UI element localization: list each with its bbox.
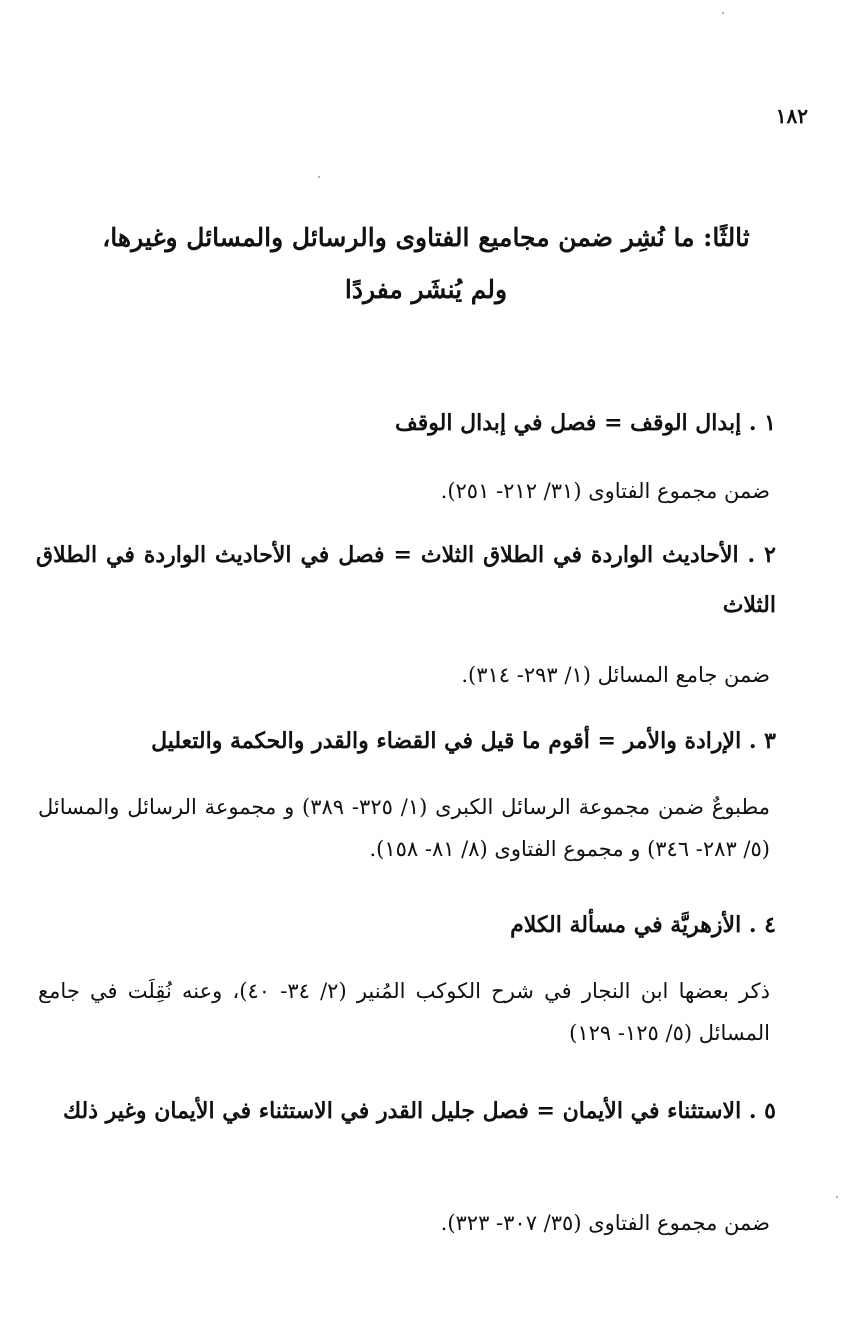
entry-5-source: ضمن مجموع الفتاوى (٣٥/ ٣٠٧- ٣٢٣). — [440, 1211, 770, 1235]
entry-2-source: ضمن جامع المسائل (١/ ٢٩٣- ٣١٤). — [461, 663, 770, 687]
entry-1-title: ١ . إبدال الوقف = فصل في إبدال الوقف — [394, 410, 776, 436]
section-heading-line-2: ولم يُنشَر مفردًا — [344, 275, 508, 304]
scan-speck — [836, 1196, 838, 1198]
entry-5-title: ٥ . الاستثناء في الأيمان = فصل جليل القدر في الاستثناء في الأيمان وغير ذلك — [62, 1098, 776, 1124]
page-number: ١٨٢ — [775, 104, 808, 128]
entry-2-title: ٢ . الأحاديث الواردة في الطلاق الثلاث = فصل في الأحاديث الواردة في الطلاق الثلاث — [36, 542, 776, 618]
section-heading — [76, 212, 776, 316]
entry-1-source: ضمن مجموع الفتاوى (٣١/ ٢١٢- ٢٥١). — [440, 479, 770, 503]
scan-speck — [318, 176, 320, 178]
entry-4-source: ذكر بعضها ابن النجار في شرح الكوكب المُنير (٢/ ٣٤- ٤٠)، وعنه نُقِلَت في جامع المسائل (٥/ ١٢٥- ١٢٩) — [38, 979, 770, 1045]
scan-speck — [722, 12, 724, 14]
entry-3-source: مطبوعٌ ضمن مجموعة الرسائل الكبرى (١/ ٣٢٥- ٣٨٩) و مجموعة الرسائل والمسائل (٥/ ٢٨٣- ٣٤٦) و مجموع الفتاوى (٨/ ٨١- ١٥٨). — [38, 795, 770, 861]
section-heading-line-1: ثالثًا: ما نُشِر ضمن مجاميع الفتاوى والرسائل والمسائل وغيرها، — [102, 223, 750, 252]
entry-4-title: ٤ . الأزهريَّة في مسألة الكلام — [510, 912, 776, 938]
entry-3-title: ٣ . الإرادة والأمر = أقوم ما قيل في القضاء والقدر والحكمة والتعليل — [151, 728, 776, 754]
